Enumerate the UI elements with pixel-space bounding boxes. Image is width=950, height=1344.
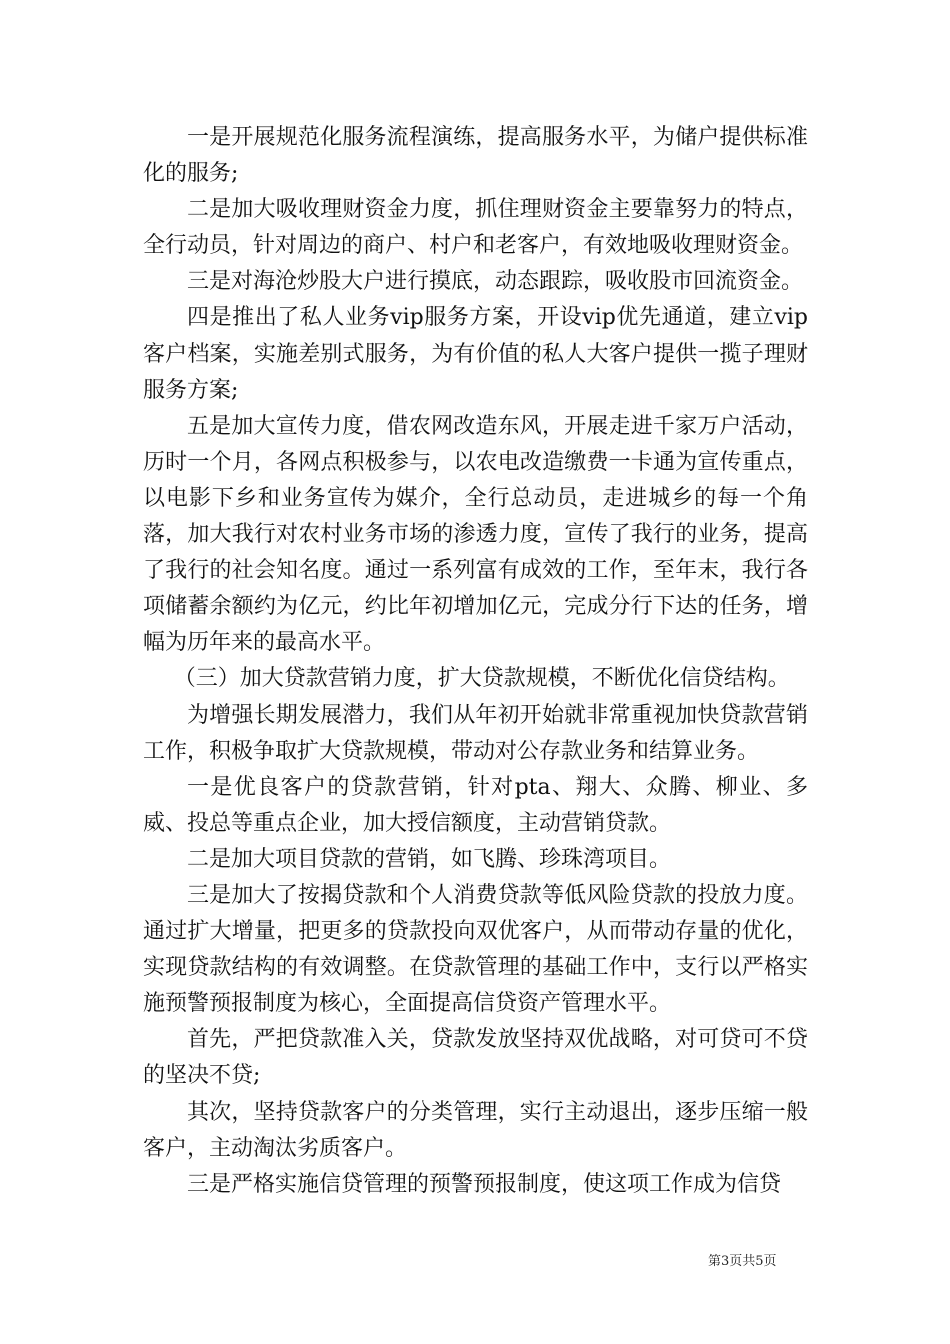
page-indicator: 第3页共5页 (708, 1254, 777, 1269)
paragraph-5: 五是加大宣传力度，借农网改造东风，开展走进千家万户活动，历时一个月，各网点积极参与，以农电改造缴费一卡通为宣传重点，以电影下乡和业务宣传为媒介，全行总动员，走进城乡的每一个角落，加大我行对农村业务市场的渗透力度，宣传了我行的业务，提高了我行的社会知名度。通过一系列富有成效的工作，至年末，我行各项储蓄余额约为亿元，约比年初增加亿元，完成分行下达的任务，增幅为历年来的最高水平。 (143, 413, 808, 656)
paragraph-8: 一是优良客户的贷款营销，针对pta、翔大、众腾、柳业、多威、投总等重点企业，加大授信额度，主动营销贷款。 (143, 774, 808, 836)
paragraph-13: 三是严格实施信贷管理的预警预报制度，使这项工作成为信贷 (187, 1171, 782, 1197)
document-body (143, 120, 808, 1203)
paragraph-2: 二是加大吸收理财资金力度，抓住理财资金主要靠努力的特点，全行动员，针对周边的商户、村户和老客户，有效地吸收理财资金。 (143, 197, 808, 259)
paragraph-4: 四是推出了私人业务vip服务方案，开设vip优先通道，建立vip客户档案，实施差别式服务，为有价值的私人大客户提供一揽子理财服务方案; (143, 305, 808, 403)
paragraph-12: 其次，坚持贷款客户的分类管理，实行主动退出，逐步压缩一般客户，主动淘汰劣质客户。 (143, 1099, 808, 1161)
paragraph-7: 为增强长期发展潜力，我们从年初开始就非常重视加快贷款营销工作，积极争取扩大贷款规模，带动对公存款业务和结算业务。 (143, 702, 808, 764)
paragraph-1: 一是开展规范化服务流程演练，提高服务水平，为储户提供标准化的服务; (143, 125, 808, 187)
paragraph-3: 三是对海沧炒股大户进行摸底，动态跟踪，吸收股市回流资金。 (187, 269, 804, 295)
paragraph-10: 三是加大了按揭贷款和个人消费贷款等低风险贷款的投放力度。通过扩大增量，把更多的贷款投向双优客户，从而带动存量的优化，实现贷款结构的有效调整。在贷款管理的基础工作中，支行以严格实施预警预报制度为核心，全面提高信贷资产管理水平。 (143, 882, 808, 1017)
paragraph-9: 二是加大项目贷款的营销，如飞腾、珍珠湾项目。 (187, 846, 672, 872)
section-heading: （三）加大贷款营销力度，扩大贷款规模，不断优化信贷结构。 (173, 666, 790, 692)
paragraph-11: 首先，严把贷款准入关，贷款发放坚持双优战略，对可贷可不贷的坚决不贷; (143, 1027, 808, 1089)
